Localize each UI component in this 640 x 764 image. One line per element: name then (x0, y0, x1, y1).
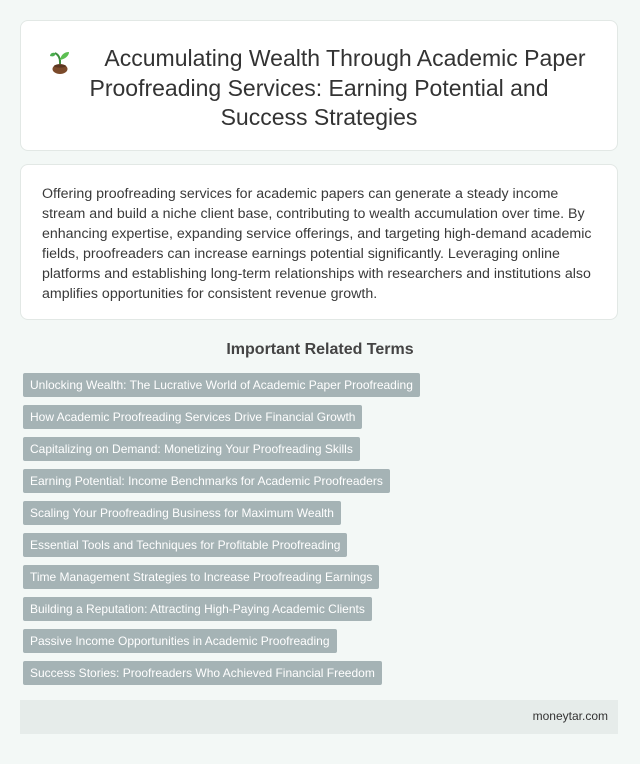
footer (20, 700, 618, 734)
page-title-text: Accumulating Wealth Through Academic Paper Proofreading Services: Earning Potential and Success Strategies (89, 45, 586, 130)
related-term-link[interactable]: Success Stories: Proofreaders Who Achieved Financial Freedom (23, 661, 382, 685)
related-term-link[interactable]: Essential Tools and Techniques for Profitable Proofreading (23, 533, 347, 557)
related-terms-heading: Important Related Terms (226, 341, 414, 358)
intro-card (20, 164, 618, 320)
related-terms-list (23, 373, 623, 693)
related-term-link[interactable]: Time Management Strategies to Increase Proofreading Earnings (23, 565, 379, 589)
intro-paragraph: Offering proofreading services for academic papers can generate a steady income stream and build a niche client base, contributing to wealth accumulation over time. By enhancing expertise, expanding service offerings, and targeting high-demand academic fields, proofreaders can increase earnings potential significantly. Leveraging online platforms and establishing long-term relationships with researchers and institutions also amplifies opportunities for consistent revenue growth. (42, 186, 592, 302)
related-term-link[interactable]: Earning Potential: Income Benchmarks for Academic Proofreaders (23, 469, 390, 493)
title-card (20, 20, 618, 151)
related-term-link[interactable]: Passive Income Opportunities in Academic Proofreading (23, 629, 337, 653)
related-term-link[interactable]: How Academic Proofreading Services Drive Financial Growth (23, 405, 362, 429)
page-title (49, 44, 589, 133)
related-term-link[interactable]: Building a Reputation: Attracting High-Paying Academic Clients (23, 597, 372, 621)
related-term-link[interactable]: Capitalizing on Demand: Monetizing Your Proofreading Skills (23, 437, 360, 461)
related-term-link[interactable]: Unlocking Wealth: The Lucrative World of Academic Paper Proofreading (23, 373, 420, 397)
footer-site-link[interactable]: moneytar.com (532, 709, 608, 723)
related-term-link[interactable]: Scaling Your Proofreading Business for Maximum Wealth (23, 501, 341, 525)
